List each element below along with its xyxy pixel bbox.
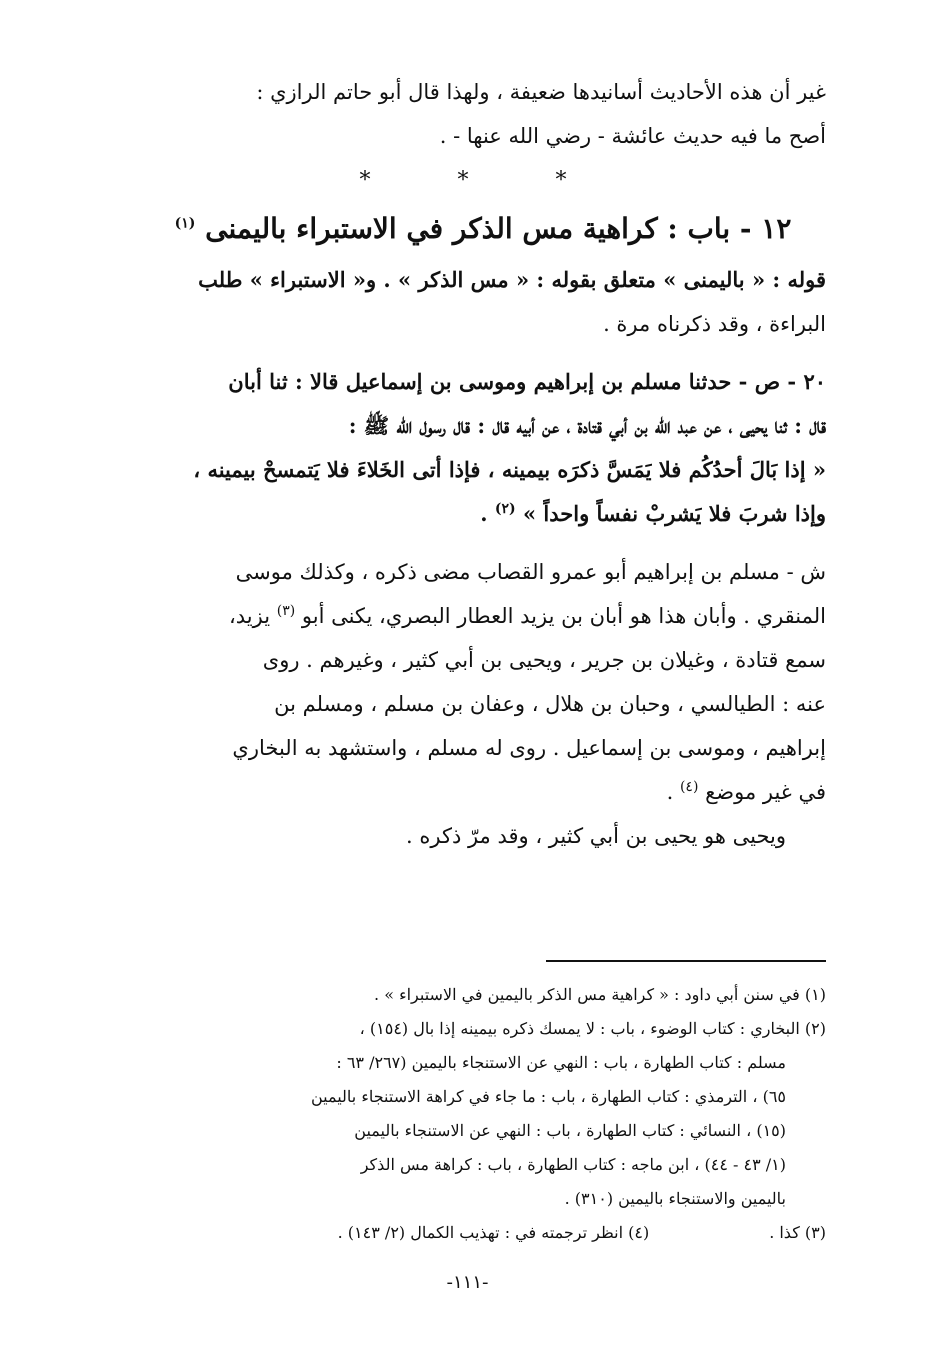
section-divider: * * * [359, 168, 607, 193]
footnote-3: (٣) كذا . [769, 1223, 826, 1242]
chapter-title: ١٢ - باب : كراهية مس الذكر في الاستبراء باليمنى [205, 212, 792, 245]
intro-line-2: أصح ما فيه حديث عائشة - رضي الله عنها - . [439, 124, 826, 148]
qawluhu-lead: قوله : « باليمنى » متعلق بقوله : « مس الذكر » . و« الاستبراء » طلب [198, 267, 826, 292]
qawluhu-rest: البراءة ، وقد ذكرناه مرة . [603, 312, 826, 336]
hadith-line-3: « إذا بَالَ أحدُكُم فلا يَمَسَّ ذكرَه بيمينه ، فإذا أتى الخَلاءَ فلا يَتمسحْ بيمينه ، [193, 457, 826, 482]
qawluhu-paragraph [140, 258, 826, 346]
sharh-line-2a: المنقري . وأبان هذا هو أبان بن يزيد العطار البصري، يكنى أبو [301, 604, 826, 628]
footnote-ref-3: (٣) [276, 603, 296, 619]
footnote-3-4-row [140, 1216, 826, 1250]
yahya-paragraph [140, 814, 826, 858]
sharh-line-1: ش - مسلم بن إبراهيم أبو عمرو القصاب مضى ذكره ، وكذلك موسى [235, 560, 826, 584]
footnote-ref-2: (٢) [494, 501, 516, 517]
footnote-2-line-3: ٦٥) ، الترمذي : كتاب الطهارة ، باب : ما جاء في كراهة الاستنجاء باليمين [310, 1087, 786, 1106]
sharh-line-2b: يزيد، [228, 604, 271, 628]
sharh-line-7: ويحيى هو يحيى بن أبي كثير ، وقد مرّ ذكره . [406, 824, 786, 848]
hadith-line-4: وإذا شربَ فلا يَشربْ نفساً واحداً » [522, 501, 826, 526]
footnote-4: (٤) انظر ترجمته في : تهذيب الكمال (٢/ ١٤٣) . [337, 1223, 650, 1242]
chapter-heading [140, 204, 826, 254]
intro-line-1: غير أن هذه الأحاديث أسانيدها ضعيفة ، ولهذا قال أبو حاتم الرازي : [256, 80, 826, 104]
sharh-line-6a: في غير موضع [705, 780, 826, 804]
page-number: -١١١- [446, 1272, 489, 1293]
sharh-line-6b: . [666, 780, 674, 804]
intro-paragraph [140, 70, 826, 158]
footnote-2-line-2: مسلم : كتاب الطهارة ، باب : النهي عن الاستنجاء باليمين (٢٦٧/ ٦٣ : [336, 1053, 786, 1072]
footnote-2-line-1: (٢) البخاري : كتاب الوضوء ، باب : لا يمسك ذكره بيمينه إذا بال (١٥٤) ، [359, 1019, 826, 1038]
footnote-separator [546, 960, 826, 962]
sharh-paragraph [140, 550, 826, 814]
sharh-line-5: إبراهيم ، وموسى بن إسماعيل . روى له مسلم ، واستشهد به البخاري [232, 736, 826, 760]
footnote-2-line-5: (١/ ٤٣ - ٤٤) ، ابن ماجه : كتاب الطهارة ، باب : كراهة مس الذكر [360, 1155, 786, 1174]
sharh-line-4: عنه : الطيالسي ، وحبان بن هلال ، وعفان بن مسلم ، ومسلم بن [274, 692, 826, 716]
footnotes [140, 978, 826, 1250]
footnote-2-line-6: باليمين والاستنجاء باليمين (٣١٠) . [564, 1189, 786, 1208]
hadith-line-1: ٢٠ - ص - حدثنا مسلم بن إبراهيم وموسى بن إسماعيل قالا : ثنا أبان [228, 369, 826, 394]
footnote-2-line-4: (١٥) ، النسائي : كتاب الطهارة ، باب : النهي عن الاستنجاء باليمين [354, 1121, 786, 1140]
footnote-1: (١) في سنن أبي داود : « كراهية مس الذكر باليمين في الاستبراء » . [374, 985, 826, 1004]
hadith-paragraph [140, 360, 826, 536]
page-body [140, 70, 826, 1242]
hadith-line-2: قال : ثنا يحيى ، عن عبد الله بن أبي قتادة ، عن أبيه قال : قال رسول الله ﷺ : [348, 413, 826, 438]
hadith-end: . [480, 501, 488, 526]
sharh-line-3: سمع قتادة ، وغيلان بن جرير ، ويحيى بن أبي كثير ، وغيرهم . روى [262, 648, 826, 672]
footnote-ref-1: (١) [174, 215, 196, 232]
footnote-ref-4: (٤) [679, 779, 699, 795]
